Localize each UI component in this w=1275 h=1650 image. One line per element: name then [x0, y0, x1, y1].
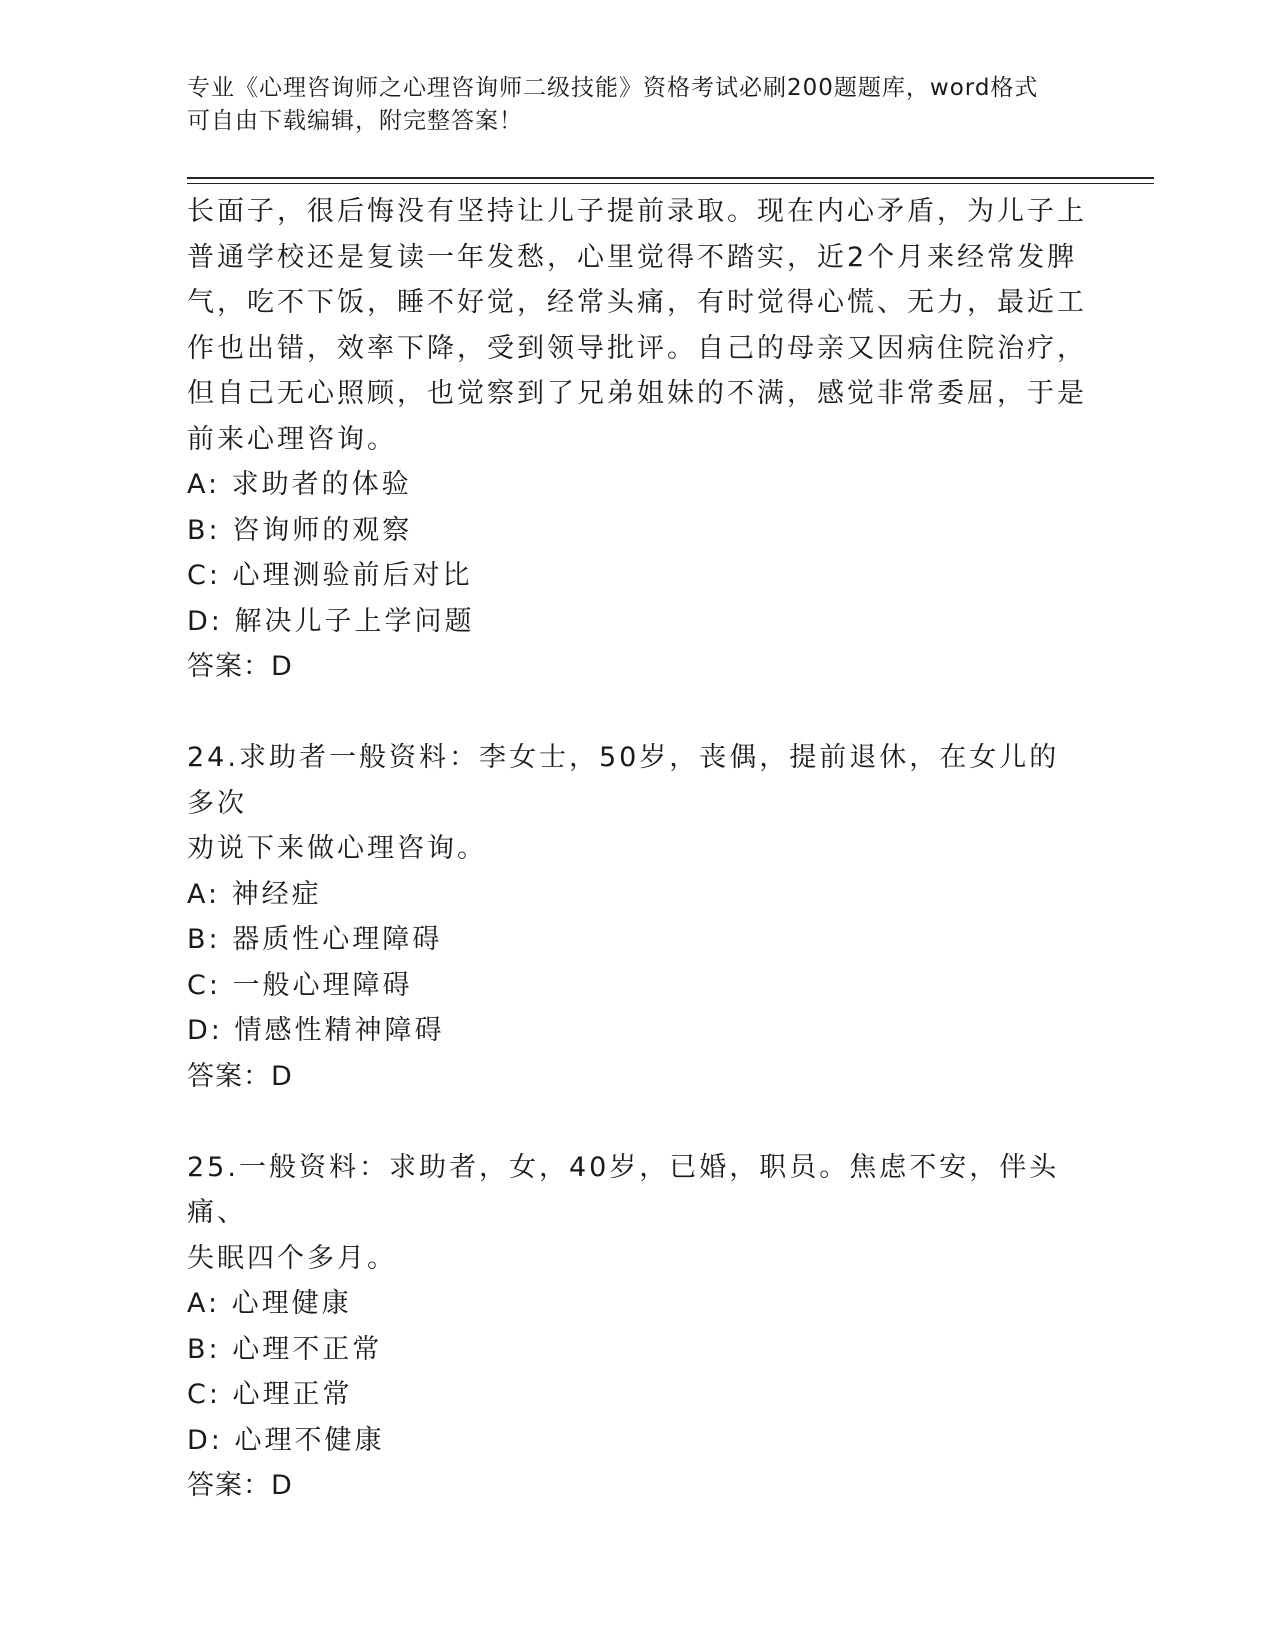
question-text-line: 普通学校还是复读一年发愁，心里觉得不踏实，近2个月来经常发脾 [187, 241, 1078, 273]
question-text-line: 长面子，很后悔没有坚持让儿子提前录取。现在内心矛盾，为儿子上 [187, 196, 1087, 227]
option-c: C: 心理测验前后对比 [187, 560, 473, 591]
question-text-line: 失眠四个多月。 [187, 1242, 397, 1274]
option-b: B: 咨询师的观察 [187, 514, 413, 546]
option-c: C: 心理正常 [187, 1379, 353, 1410]
answer-line: 答案：D [187, 1060, 293, 1092]
question-24 [187, 735, 1087, 1099]
page-header [187, 72, 1067, 138]
question-text-line: 24.求助者一般资料：李女士，50岁，丧偶，提前退休，在女儿的多次 [187, 742, 1060, 819]
option-b: B: 器质性心理障碍 [187, 924, 443, 955]
document-body [187, 189, 1087, 1509]
spacer [187, 690, 1087, 736]
option-d: D: 情感性精神障碍 [187, 1015, 445, 1046]
option-d: D: 解决儿子上学问题 [187, 605, 475, 637]
option-a: A: 神经症 [187, 878, 322, 910]
question-text-line: 25.一般资料：求助者，女，40岁，已婚，职员。焦虑不安，伴头痛、 [187, 1151, 1060, 1228]
question-text-line: 作也出错，效率下降，受到领导批评。自己的母亲又因病住院治疗， [187, 332, 1087, 364]
header-line-2: 可自由下载编辑，附完整答案！ [187, 108, 523, 134]
option-b: B: 心理不正常 [187, 1333, 383, 1365]
question-text-line: 前来心理咨询。 [187, 423, 397, 455]
option-a: A: 求助者的体验 [187, 469, 412, 500]
question-text-line: 气，吃不下饭，睡不好觉，经常头痛，有时觉得心慌、无力，最近工 [187, 287, 1087, 318]
answer-line: 答案：D [187, 1470, 293, 1501]
header-line-1: 专业《心理咨询师之心理咨询师二级技能》资格考试必刷200题题库，word格式 [187, 75, 1039, 101]
option-c: C: 一般心理障碍 [187, 969, 413, 1001]
question-23-continued [187, 189, 1087, 690]
answer-line: 答案：D [187, 651, 293, 682]
spacer [187, 1099, 1087, 1145]
option-a: A: 心理健康 [187, 1288, 352, 1319]
header-divider-thick [187, 177, 1154, 179]
header-divider-thin [187, 183, 1154, 184]
question-25 [187, 1145, 1087, 1509]
option-d: D: 心理不健康 [187, 1424, 385, 1456]
question-text-line: 但自己无心照顾，也觉察到了兄弟姐妹的不满，感觉非常委屈，于是 [187, 378, 1087, 409]
question-text-line: 劝说下来做心理咨询。 [187, 833, 487, 864]
